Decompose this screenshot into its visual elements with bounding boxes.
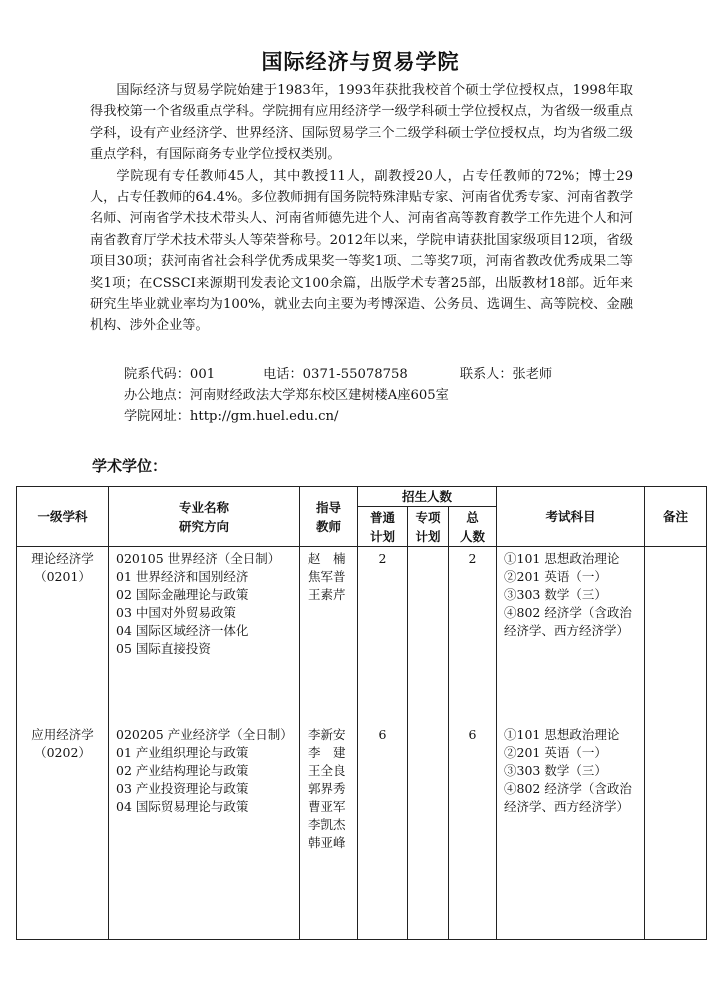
tutor-name: 王全良: [308, 763, 346, 778]
tutor-name: 王素芹: [308, 587, 346, 602]
contact-info: [124, 364, 552, 428]
major-item: 020205 产业经济学（全日制）: [116, 727, 293, 742]
regular-count: 2: [378, 551, 387, 566]
phone-number: 电话：0371-55078758: [263, 367, 408, 382]
header-tutor: 指导 教师: [300, 487, 358, 547]
exam-subject: ④802 经济学（含政治经济学、西方经济学）: [504, 605, 632, 638]
total-count: 2: [468, 551, 477, 566]
total-cell: [449, 547, 497, 940]
department-code: 院系代码：001: [124, 367, 216, 382]
special-plan-cell: [408, 547, 449, 940]
tutor-name: 焦军普: [308, 569, 346, 584]
header-regular-plan: 普通 计划: [358, 507, 408, 547]
total-count: 6: [468, 727, 477, 742]
regular-plan-cell: [358, 547, 408, 940]
header-special-plan: 专项 计划: [408, 507, 449, 547]
special-count: [408, 547, 448, 726]
tutor-name: 郭界秀: [308, 781, 346, 796]
major-item: 05 国际直接投资: [116, 641, 211, 656]
header-major: 专业名称 研究方向: [109, 487, 300, 547]
major-item: 04 国际贸易理论与政策: [116, 799, 249, 814]
intro-paragraph-1: 国际经济与贸易学院始建于1983年，1993年获批我校首个硕士学位授权点，1998年取得我校第一个省级重点学科。学院拥有应用经济学一级学科硕士学位授权点，为省级一级重点学科，设有产业经济学、世界经济、国际贸易学三个二级学科硕士学位授权点，均为省级二级重点学科，有国际商务专业学位授权类别。: [90, 83, 633, 163]
header-discipline: 一级学科: [17, 487, 109, 547]
table-body-row: [17, 547, 707, 940]
major-item: 03 中国对外贸易政策: [116, 605, 236, 620]
tutor-name: 曹亚军: [308, 799, 346, 814]
header-enrollment: 招生人数: [358, 487, 497, 507]
page-title: 国际经济与贸易学院: [261, 50, 460, 74]
header-exam: 考试科目: [497, 487, 645, 547]
section-title: 学术学位：: [92, 457, 168, 475]
remarks-cell: [645, 547, 707, 940]
major-item: 01 产业组织理论与政策: [116, 745, 249, 760]
tutor-name: 赵 楠: [308, 551, 346, 566]
major-item: 02 产业结构理论与政策: [116, 763, 249, 778]
discipline-code: （0202）: [34, 745, 91, 760]
header-remarks: 备注: [645, 487, 707, 547]
intro-text: [90, 80, 633, 337]
exam-subject: ②201 英语（一）: [504, 745, 607, 760]
remarks-text: [645, 547, 706, 726]
discipline-cell: [17, 547, 109, 940]
regular-count: 6: [378, 727, 387, 742]
table-header-row: [17, 487, 707, 507]
exam-cell: [497, 547, 645, 940]
exam-subject: ③303 数学（三）: [504, 587, 607, 602]
program-table: [16, 486, 707, 940]
tutor-name: 李新安: [308, 727, 346, 742]
discipline-name: 应用经济学: [31, 727, 94, 742]
tutor-name: 李 建: [308, 745, 346, 760]
discipline-code: （0201）: [34, 569, 91, 584]
major-item: 03 产业投资理论与政策: [116, 781, 249, 796]
tutor-name: 韩亚峰: [308, 835, 346, 850]
major-item: 02 国际金融理论与政策: [116, 587, 249, 602]
exam-subject: ②201 英语（一）: [504, 569, 607, 584]
major-item: 04 国际区域经济一体化: [116, 623, 249, 638]
exam-subject: ①101 思想政治理论: [504, 551, 620, 566]
website-link[interactable]: 学院网址：http://gm.huel.edu.cn/: [124, 409, 339, 425]
exam-subject: ①101 思想政治理论: [504, 727, 620, 742]
tutor-cell: [300, 547, 358, 940]
major-cell: [109, 547, 300, 940]
exam-subject: ④802 经济学（含政治经济学、西方经济学）: [504, 781, 632, 814]
discipline-name: 理论经济学: [31, 551, 94, 566]
office-address: 办公地点：河南财经政法大学郑东校区建树楼A座605室: [124, 388, 449, 404]
contact-person: 联系人：张老师: [459, 367, 553, 382]
tutor-name: 李凯杰: [308, 817, 346, 832]
header-total: 总 人数: [449, 507, 497, 547]
exam-subject: ③303 数学（三）: [504, 763, 607, 778]
major-item: 01 世界经济和国别经济: [116, 569, 249, 584]
intro-paragraph-2: 学院现有专任教师45人，其中教授11人，副教授20人，占专任教师的72%；博士29人，占专任教师的64.4%。多位教师拥有国务院特殊津贴专家、河南省优秀专家、河南省教学名师、河南省学术技术带头人、河南省师德先进个人、河南省高等教育教学工作先进个人和河南省教育厅学术技术带头人等荣誉称号。2012年以来，学院申请获批国家级项目12项，省级项目30项；获河南省社会科学优秀成果奖一等奖1项、二等奖7项，河南省教改优秀成果二等奖1项；在CSSCI来源期刊发表论文100余篇，出版学术专著25部，出版教材18部。近年来研究生毕业就业率均为100%，就业去向主要为考博深造、公务员、选调生、高等院校、金融机构、涉外企业等。: [90, 168, 634, 334]
major-item: 020105 世界经济（全日制）: [116, 551, 281, 566]
